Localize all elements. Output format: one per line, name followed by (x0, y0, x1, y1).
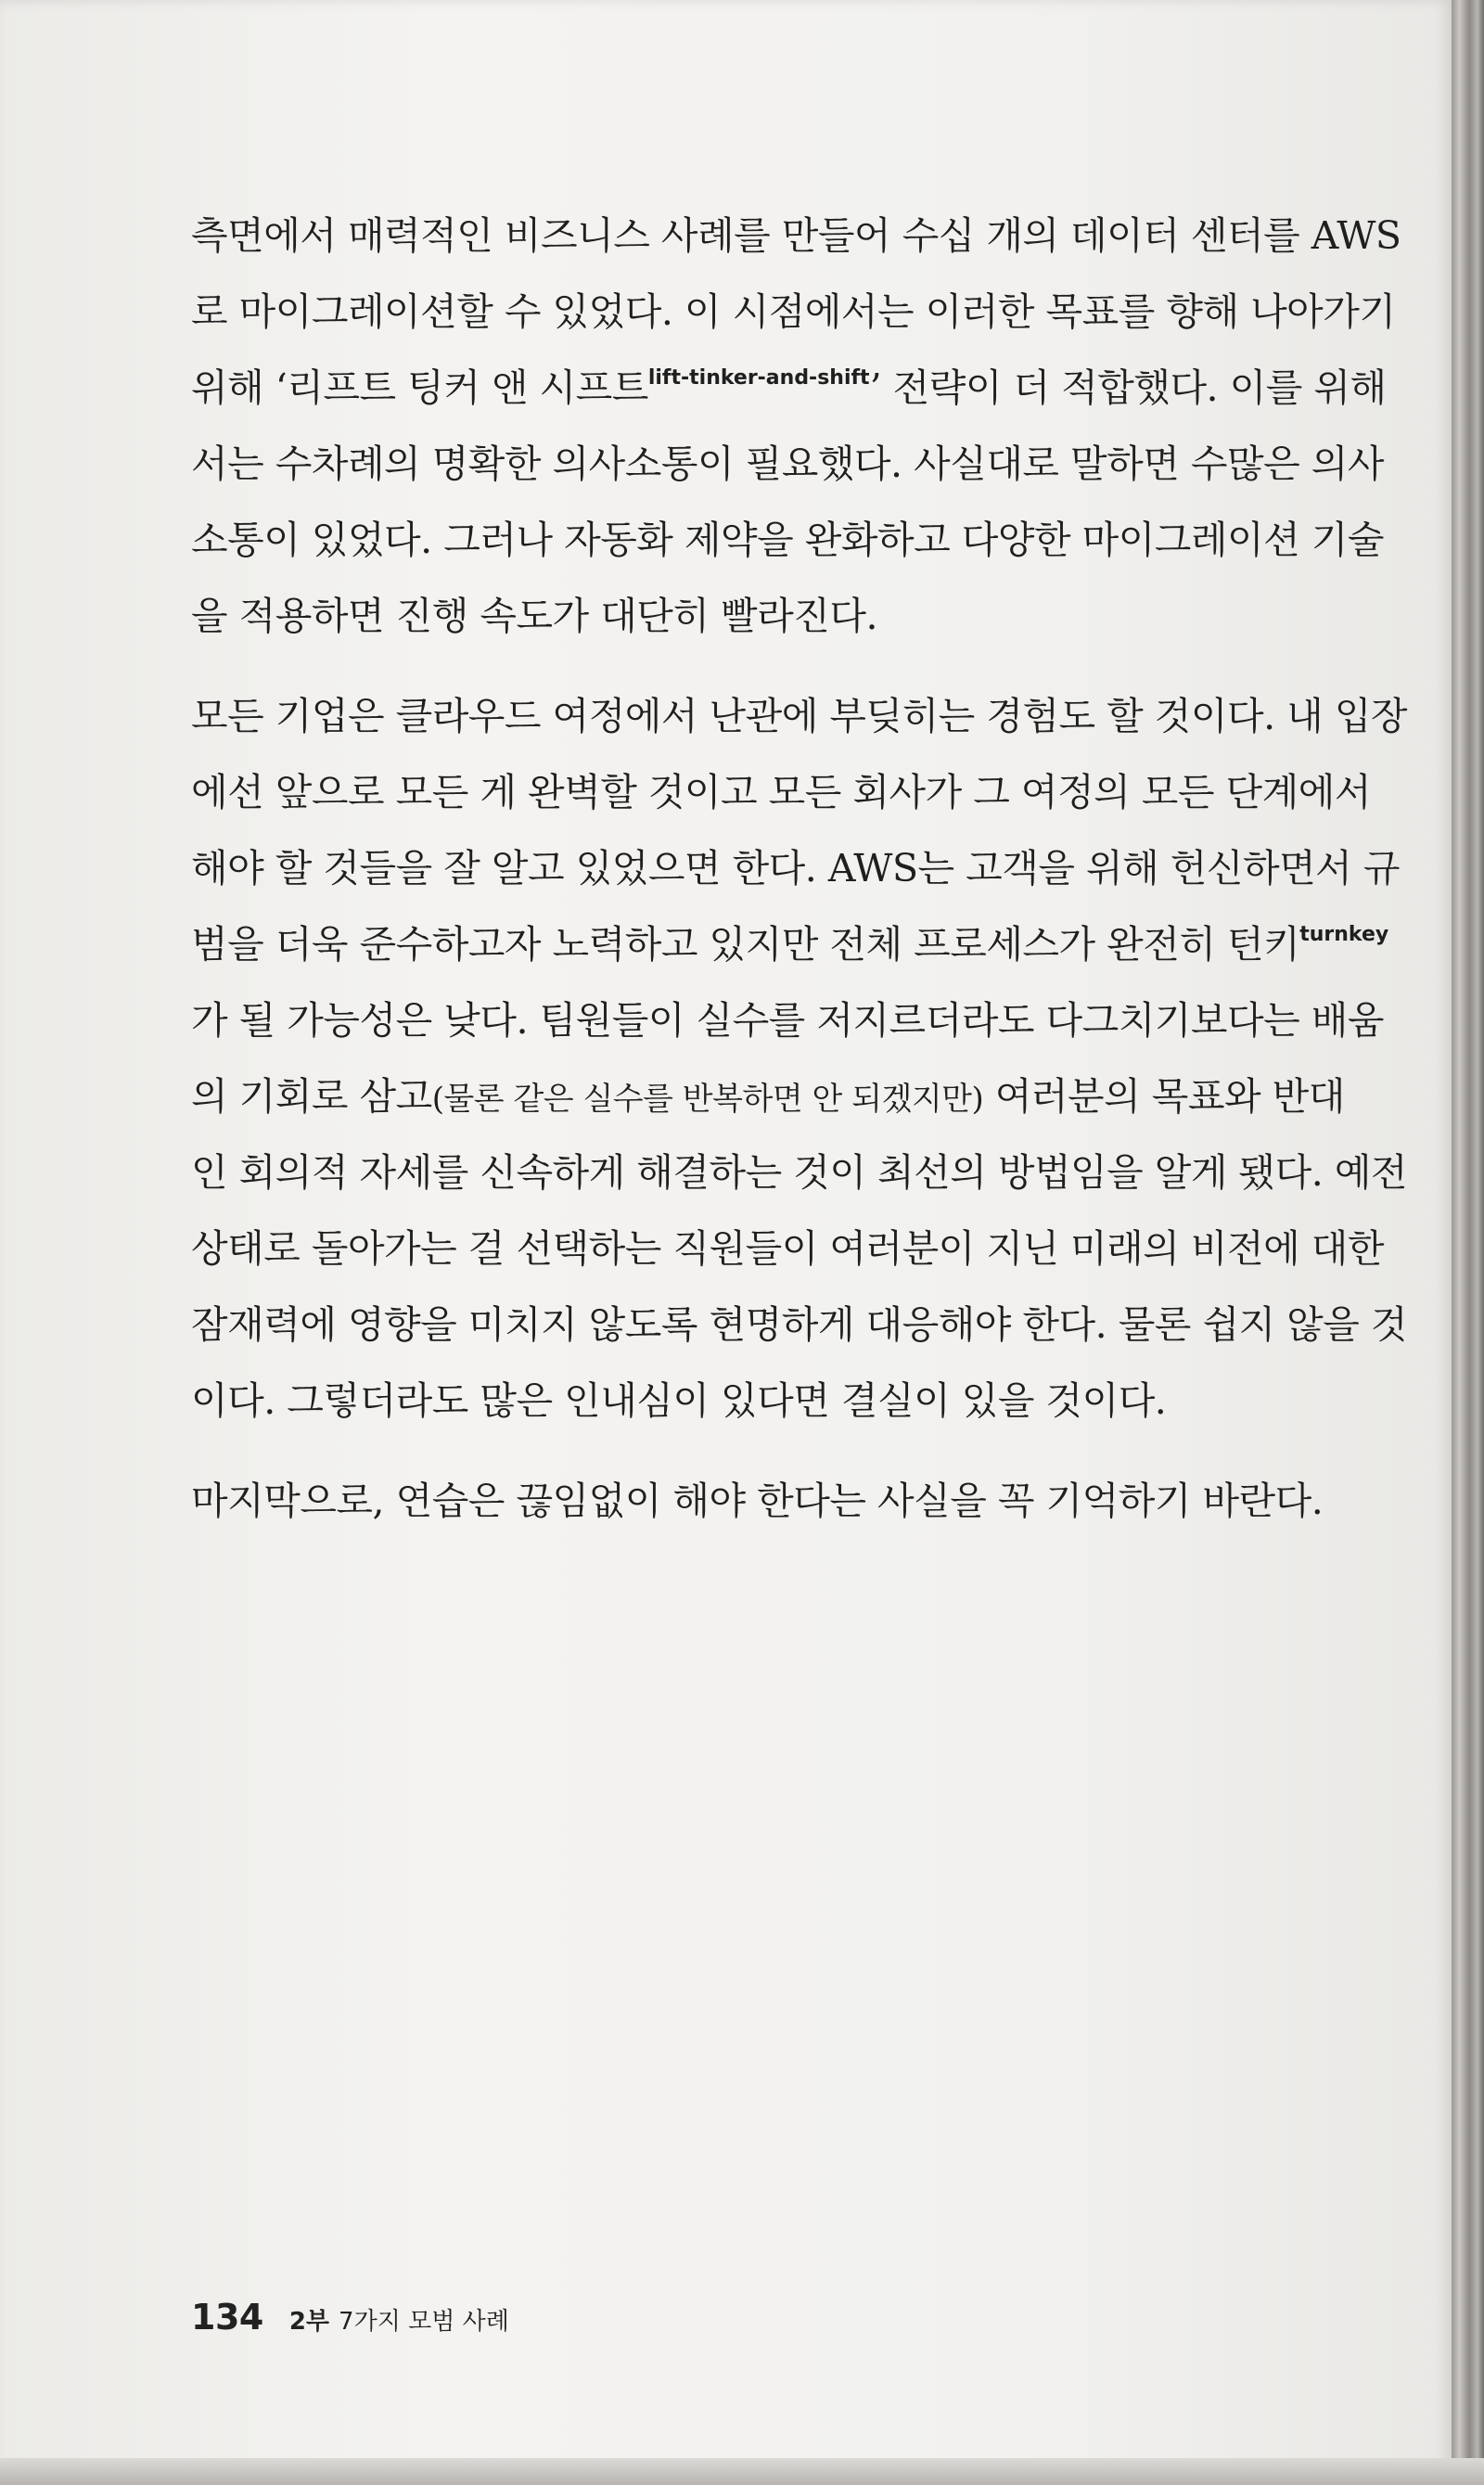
text-line (191, 350, 1387, 426)
text-line: 서는 수차례의 명확한 의사소통이 필요했다. 사실대로 말하면 수많은 의사 (191, 442, 1384, 486)
paragraph-gap (191, 654, 1350, 678)
page-bottom-edge (0, 2458, 1484, 2485)
text-segment: 의 기회로 삼고 (191, 1074, 432, 1119)
text-line: 마지막으로, 연습은 끊임없이 해야 한다는 사실을 꼭 기억하기 바란다. (191, 1479, 1324, 1523)
text-line: 소통이 있었다. 그러나 자동화 제약을 완화하고 다양한 마이그레이션 기술 (191, 518, 1384, 562)
text-line (191, 906, 1389, 982)
part-label: 2부 (288, 2308, 330, 2336)
text-line: 을 적용하면 진행 속도가 대단히 빨라진다. (191, 594, 877, 638)
text-line: 로 마이그레이션할 수 있었다. 이 시점에서는 이러한 목표를 향해 나아가기 (191, 289, 1396, 334)
text-line: 이다. 그렇더라도 많은 인내심이 있다면 결실이 있을 것이다. (191, 1378, 1167, 1423)
text-line: 에선 앞으로 모든 게 완벽할 것이고 모든 회사가 그 여정의 모든 단계에서 (191, 770, 1371, 814)
text-line: 잠재력에 영향을 미치지 않도록 현명하게 대응해야 한다. 물론 쉽지 않을 것 (191, 1302, 1408, 1347)
english-annotation: turnkey (1299, 923, 1389, 946)
text-segment: ’ 전략이 더 적합했다. 이를 위해 (869, 365, 1387, 410)
text-line: 인 회의적 자세를 신속하게 해결하는 것이 최선의 방법임을 알게 됐다. 예전 (191, 1150, 1408, 1195)
text-segment: 위해 ‘리프트 팅커 앤 시프트 (191, 365, 648, 410)
text-segment: 범을 더욱 준수하고자 노력하고 있지만 전체 프로세스가 완전히 턴키 (191, 922, 1300, 967)
body-text (191, 198, 1408, 1539)
text-line: 모든 기업은 클라우드 여정에서 난관에 부딪히는 경험도 할 것이다. 내 입장 (191, 694, 1408, 738)
text-line: 상태로 돌아가는 걸 선택하는 직원들이 여러분이 지닌 미래의 비전에 대한 (191, 1226, 1384, 1271)
text-line (191, 1058, 1350, 1134)
text-line: 측면에서 매력적인 비즈니스 사례를 만들어 수십 개의 데이터 센터를 AWS (191, 213, 1401, 258)
text-line: 가 될 가능성은 낮다. 팀원들이 실수를 저지르더라도 다그치기보다는 배움 (191, 998, 1384, 1043)
paragraph-2 (191, 678, 1408, 1439)
paragraph-1 (191, 198, 1401, 654)
text-line: 해야 할 것들을 잘 알고 있었으면 한다. AWS는 고객을 위해 헌신하면서 규 (191, 846, 1400, 890)
page-number: 134 (191, 2297, 263, 2338)
book-spine-edge (1452, 0, 1484, 2485)
english-annotation: lift-tinker-and-shift (647, 366, 870, 390)
page-footer (191, 2297, 509, 2338)
paragraph-3 (191, 1463, 1350, 1539)
parenthetical-note: (물론 같은 실수를 반복하면 안 되겠지만) (431, 1081, 984, 1118)
paragraph-gap (191, 1439, 1350, 1463)
text-segment: 여러분의 목표와 반대 (983, 1074, 1345, 1119)
section-title: 7가지 모범 사례 (339, 2308, 509, 2336)
